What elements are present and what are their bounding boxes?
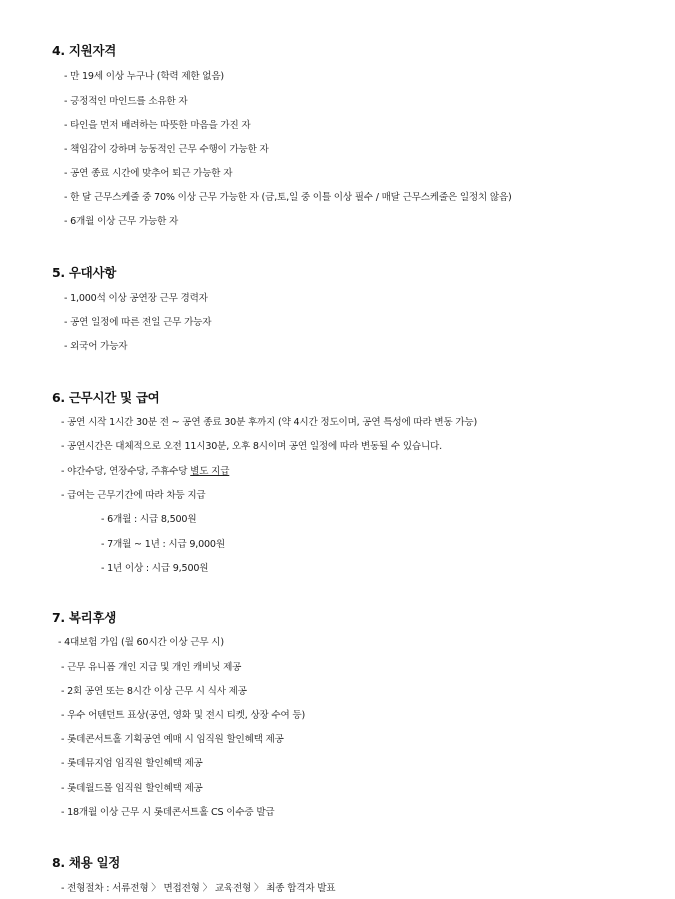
list-item: - 긍정적인 마인드를 소유한 자	[64, 96, 188, 107]
list-item: - 공연 일정에 따른 전일 근무 가능자	[64, 317, 212, 328]
list-item: - 롯데콘서트홀 기획공연 예매 시 임직원 할인혜택 제공	[61, 734, 284, 745]
list-item: - 4대보험 가입 (월 60시간 이상 근무 시)	[58, 637, 224, 648]
list-item: - 책임감이 강하며 능동적인 근무 수행이 가능한 자	[64, 144, 269, 155]
pay-tier-item: - 7개월 ~ 1년 : 시급 9,000원	[101, 539, 225, 550]
list-item: - 2회 공연 또는 8시간 이상 근무 시 식사 제공	[61, 686, 247, 697]
list-item	[61, 463, 229, 477]
list-item: - 우수 어텐던트 표상(공연, 영화 및 전시 티켓, 상장 수여 등)	[61, 710, 306, 721]
pay-tier-item: - 6개월 : 시급 8,500원	[101, 514, 197, 525]
section-heading-hiring-schedule: 8. 채용 일정	[52, 855, 121, 870]
list-item: - 외국어 가능자	[64, 341, 128, 352]
list-item: - 6개월 이상 근무 가능한 자	[64, 216, 179, 227]
list-item: - 18개월 이상 근무 시 롯데콘서트홀 CS 이수증 발급	[61, 807, 275, 818]
section-heading-qualifications: 4. 지원자격	[52, 43, 116, 58]
allowance-text: - 야간수당, 연장수당, 주휴수당	[61, 466, 191, 477]
list-item: - 전형절차 : 서류전형 〉 면접전형 〉 교육전형 〉 최종 합격자 발표	[61, 883, 336, 894]
list-item: - 공연시간은 대체적으로 오전 11시30분, 오후 8시이며 공연 일정에 따라 변동될 수 있습니다.	[61, 441, 442, 452]
allowance-underlined-note: 별도 지급	[190, 466, 230, 477]
list-item: - 만 19세 이상 누구나 (학력 제한 없음)	[64, 71, 224, 82]
section-heading-hours-and-pay: 6. 근무시간 및 급여	[52, 390, 160, 405]
list-item: - 롯데월드몰 임직원 할인혜택 제공	[61, 783, 203, 794]
section-heading-preferences: 5. 우대사항	[52, 265, 116, 280]
list-item: - 한 달 근무스케줄 중 70% 이상 근무 가능한 자 (금,토,일 중 이틀 이상 필수 / 매달 근무스케줄은 일정치 않음)	[64, 192, 512, 203]
list-item: - 공연 종료 시간에 맞추어 퇴근 가능한 자	[64, 168, 233, 179]
list-item: - 롯데뮤지엄 임직원 할인혜택 제공	[61, 758, 203, 769]
list-item: - 공연 시작 1시간 30분 전 ~ 공연 종료 30분 후까지 (약 4시간 정도이며, 공연 특성에 따라 변동 가능)	[61, 417, 478, 428]
list-item: - 1,000석 이상 공연장 근무 경력자	[64, 293, 208, 304]
list-item: - 근무 유니폼 개인 지급 및 개인 캐비닛 제공	[61, 662, 242, 673]
list-item: - 급여는 근무기간에 따라 차등 지급	[61, 490, 206, 501]
section-heading-benefits: 7. 복리후생	[52, 610, 116, 625]
list-item: - 타인을 먼저 배려하는 따뜻한 마음을 가진 자	[64, 120, 251, 131]
pay-tier-item: - 1년 이상 : 시급 9,500원	[101, 563, 209, 574]
